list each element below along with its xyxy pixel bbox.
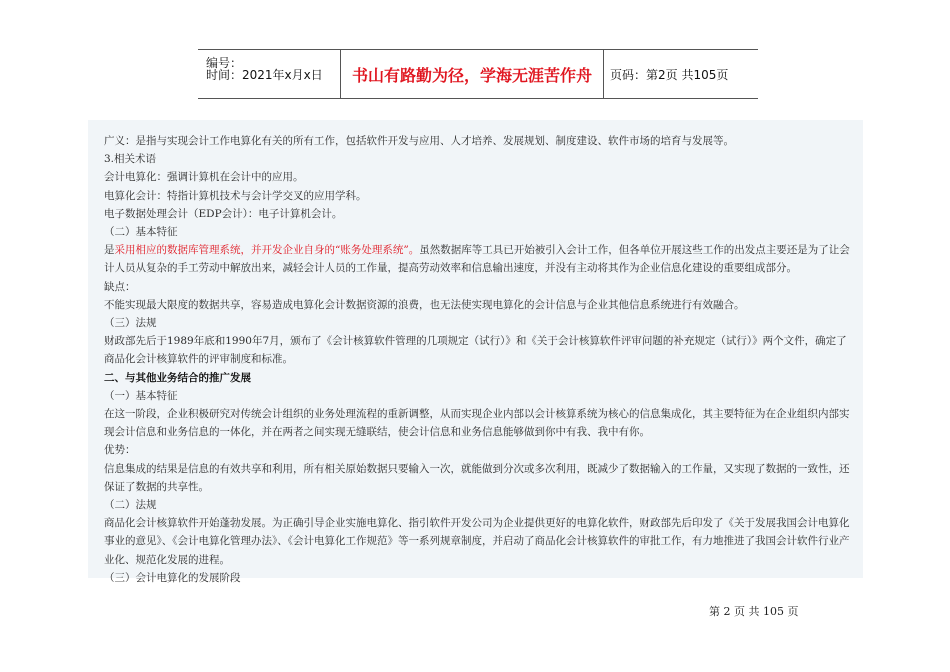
page-footer: 第 2 页 共 105 页 [709,605,799,618]
highlighted-text: 采用相应的数据库管理系统，并开发企业自身的“账务处理系统”。 [114,244,420,257]
paragraph: 在这一阶段，企业积极研究对传统会计组织的业务处理流程的重新调整，从而实现企业内部以会计核算系统为核心的信息集成化，其主要特征为在企业组织内部实现会计信息和业务信息的一体化，并在两者之间实现无缝联结，使会计信息和业务信息能够做到你中有我、我中有你。 [104,408,850,439]
paragraph: 电算化会计：特指计算机技术与会计学交叉的应用学科。 [104,189,367,202]
paragraph: 不能实现最大限度的数据共享，容易造成电算化会计数据资源的浪费，也无法使实现电算化的会计信息与企业其他信息系统进行有效融合。 [104,298,745,311]
time-label: 时间：2021年x月x日 [206,68,323,82]
header-page-number: 页码：第2页 共105页 [610,67,729,82]
paragraph [104,241,850,277]
code-label: 编号： [206,56,243,70]
text-run: 虽然数据库等工具已开始被引入会计工作，但各单位开展这些工作的出发点主要还是为了让会计人员从复杂的手工劳动中解放出来，减轻会计人员的工作量，提高劳动效率和信息输出速度，并没有主动将其作为企业信息化建设的重要组成部分。 [104,244,850,275]
header-table [198,49,758,99]
subsection-heading: （三）法规 [104,317,157,330]
document-body [104,132,850,587]
subsection-heading: （二）基本特征 [104,226,178,239]
paragraph: 优势： [104,444,136,457]
paragraph: 信息集成的结果是信息的有效共享和利用，所有相关原始数据只要输入一次，就能做到分次或多次利用，既减少了数据输入的工作量，又实现了数据的一致性，还保证了数据的共享性。 [104,462,850,493]
header-info-cell [198,50,341,98]
paragraph: 电子数据处理会计（EDP会计）：电子计算机会计。 [104,207,343,220]
paragraph: 财政部先后于1989年底和1990年7月，颁布了《会计核算软件管理的几项规定（试行）》和《关于会计核算软件评审问题的补充规定（试行）》两个文件，确定了商品化会计核算软件的评审制度和标准。 [104,335,847,366]
subsection-heading: （一）基本特征 [104,389,178,402]
subsection-heading: 3.相关术语 [104,153,157,166]
text-run: 是 [104,244,115,257]
paragraph: 商品化会计核算软件开始蓬勃发展。为正确引导企业实施电算化、指引软件开发公司为企业提供更好的电算化软件，财政部先后印发了《关于发展我国会计电算化事业的意见》、《会计电算化管理办法》、《会计电算化工作规范》等一系列规章制度，并启动了商品化会计核算软件的审批工作，有力地推进了我国会计软件行业产业化、规范化发展的进程。 [104,517,850,566]
section-heading: 二、与其他业务结合的推广发展 [104,371,251,384]
paragraph: 缺点： [104,280,136,293]
paragraph: 广义：是指与实现会计工作电算化有关的所有工作，包括软件开发与应用、人才培养、发展规划、制度建设、软件市场的培育与发展等。 [104,135,734,147]
subsection-heading: （三）会计电算化的发展阶段 [104,571,241,584]
paragraph: 会计电算化：强调计算机在会计中的应用。 [104,171,304,184]
header-motto: 书山有路勤为径，学海无涯苦作舟 [341,50,604,98]
subsection-heading: （二）法规 [104,499,157,512]
